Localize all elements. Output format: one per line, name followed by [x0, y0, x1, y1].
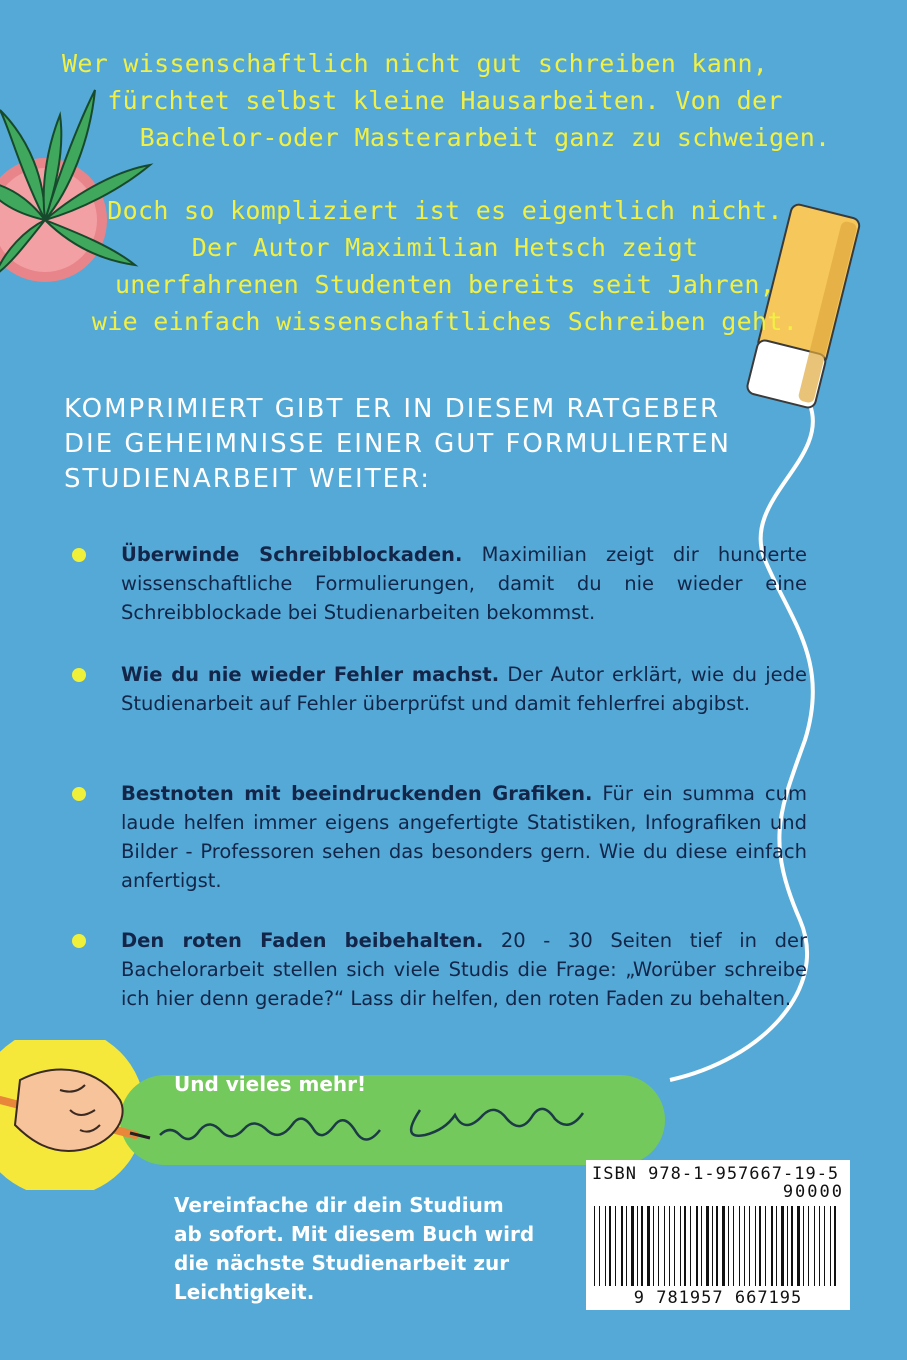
isbn-text: ISBN 978-1-957667-19-5	[592, 1164, 840, 1184]
bullet-text: Für ein summa cum laude helfen immer eigens angefertigte Statistiken, Infografiken und Bilder - Professoren sehen das besonders gern. Wie du diese einfach anfertigst.	[121, 782, 807, 892]
closing-line: ab sofort. Mit diesem Buch wird	[174, 1222, 535, 1246]
bullet-dot	[72, 548, 86, 562]
bullet-title: Überwinde Schreibblockaden.	[121, 543, 463, 566]
barcode-bars	[594, 1206, 842, 1286]
heading-line: KOMPRIMIERT GIBT ER IN DIESEM RATGEBER	[64, 394, 721, 424]
closing-line: die nächste Studienarbeit zur	[174, 1251, 510, 1275]
closing-line: Leichtigkeit.	[174, 1280, 315, 1304]
bullet-text: Maximilian zeigt dir hunderte wissenschaftliche Formulierungen, damit du nie wieder eine Schreibblockade bei Studienarbeiten bekommst.	[121, 543, 808, 624]
bullet-text: 20 - 30 Seiten tief in der Bachelorarbeit stellen sich viele Studis die Frage: „Worüber schreibe ich hier denn gerade?“ Lass dir helfen, den roten Faden zu behalten.	[121, 929, 807, 1010]
closing-text	[174, 1191, 574, 1307]
bullet-dot	[72, 668, 86, 682]
intro-line: unerfahrenen Studenten bereits seit Jahren,	[114, 270, 776, 299]
intro-line: Wer wissenschaftlich nicht gut schreiben kann,	[62, 49, 769, 78]
intro-line: Doch so kompliziert ist es eigentlich nicht.	[107, 196, 783, 225]
bullet-title: Den roten Faden beibehalten.	[121, 929, 484, 952]
intro-text	[40, 45, 850, 340]
more-text: Und vieles mehr!	[174, 1072, 367, 1096]
bullet-title: Bestnoten mit beeindruckenden Grafiken.	[121, 782, 593, 805]
bullet-title: Wie du nie wieder Fehler machst.	[121, 663, 500, 686]
section-heading	[64, 392, 784, 497]
intro-line: wie einfach wissenschaftliches Schreiben geht.	[91, 307, 799, 336]
barcode	[586, 1160, 850, 1310]
writing-hand-icon	[0, 1040, 680, 1190]
heading-line: STUDIENARBEIT WEITER:	[64, 464, 432, 494]
intro-line: fürchtet selbst kleine Hausarbeiten. Von der	[107, 86, 783, 115]
closing-line: Vereinfache dir dein Studium	[174, 1193, 504, 1217]
heading-line: DIE GEHEIMNISSE EINER GUT FORMULIERTEN	[64, 429, 731, 459]
price-code: 90000	[782, 1182, 844, 1202]
intro-line: Bachelor-oder Masterarbeit ganz zu schweigen.	[139, 123, 831, 152]
bullet-dot	[72, 787, 86, 801]
intro-line: Der Autor Maximilian Hetsch zeigt	[191, 233, 699, 262]
ean-digits: 9 781957 667195	[633, 1288, 803, 1308]
bullet-text: Der Autor erklärt, wie du jede Studienarbeit auf Fehler überprüfst und damit fehlerfrei abgibst.	[121, 663, 808, 715]
bullet-dot	[72, 934, 86, 948]
